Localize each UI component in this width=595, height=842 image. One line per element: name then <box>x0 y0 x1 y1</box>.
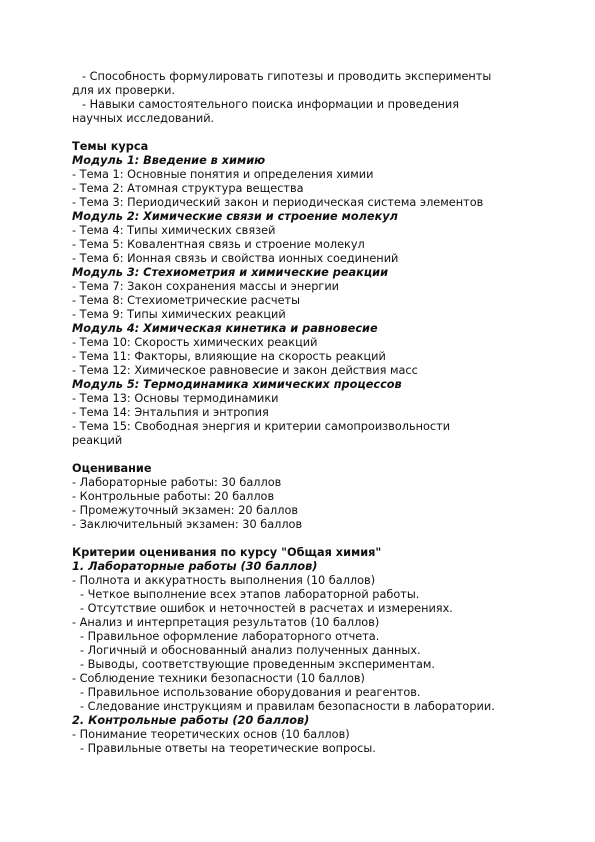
intro-line-1b: для их проверки. <box>72 84 176 97</box>
topic-item: - Тема 5: Ковалентная связь и строение молекул <box>72 238 365 251</box>
criteria-heading: Критерии оценивания по курсу "Общая химия" <box>72 546 382 559</box>
criteria-item: - Правильные ответы на теоретические вопросы. <box>80 742 376 755</box>
topic-item: - Тема 6: Ионная связь и свойства ионных соединений <box>72 252 399 265</box>
grading-item: - Заключительный экзамен: 30 баллов <box>72 518 303 531</box>
criteria-section-1-title: 1. Лабораторные работы (30 баллов) <box>72 560 318 573</box>
intro-line-2: - Навыки самостоятельного поиска информации и проведения <box>82 98 459 111</box>
criteria-item: - Правильное оформление лабораторного отчета. <box>80 630 380 643</box>
topic-item: - Тема 12: Химическое равновесие и закон действия масс <box>72 364 418 377</box>
topic-item-continuation: реакций <box>72 434 123 447</box>
criteria-item: - Выводы, соответствующие проведенным экспериментам. <box>80 658 435 671</box>
criteria-item: - Отсутствие ошибок и неточностей в расчетах и измерениях. <box>80 602 453 615</box>
grading-heading: Оценивание <box>72 462 152 475</box>
topic-item: - Тема 7: Закон сохранения массы и энергии <box>72 280 340 293</box>
intro-line-2b: научных исследований. <box>72 112 215 125</box>
module-4-title: Модуль 4: Химическая кинетика и равновесие <box>72 322 378 335</box>
spacer <box>72 448 532 462</box>
grading-item: - Лабораторные работы: 30 баллов <box>72 476 282 489</box>
spacer <box>72 126 532 140</box>
module-2-title: Модуль 2: Химические связи и строение молекул <box>72 210 398 223</box>
grading-item: - Контрольные работы: 20 баллов <box>72 490 275 503</box>
module-1-title: Модуль 1: Введение в химию <box>72 154 266 167</box>
topic-item: - Тема 15: Свободная энергия и критерии самопроизвольности <box>72 420 451 433</box>
criteria-item: - Следование инструкциям и правилам безопасности в лаборатории. <box>80 700 495 713</box>
criteria-item: - Четкое выполнение всех этапов лабораторной работы. <box>80 588 420 601</box>
topic-item: - Тема 1: Основные понятия и определения химии <box>72 168 374 181</box>
criteria-item: - Логичный и обоснованный анализ полученных данных. <box>80 644 421 657</box>
topic-item: - Тема 2: Атомная структура вещества <box>72 182 304 195</box>
topic-item: - Тема 13: Основы термодинамики <box>72 392 279 405</box>
topic-item: - Тема 4: Типы химических связей <box>72 224 276 237</box>
topic-item: - Тема 3: Периодический закон и периодическая система элементов <box>72 196 484 209</box>
document-page <box>72 70 532 756</box>
criteria-group-label: - Понимание теоретических основ (10 баллов) <box>72 728 350 741</box>
module-5-title: Модуль 5: Термодинамика химических процессов <box>72 378 402 391</box>
topic-item: - Тема 10: Скорость химических реакций <box>72 336 318 349</box>
grading-item: - Промежуточный экзамен: 20 баллов <box>72 504 299 517</box>
topics-heading: Темы курса <box>72 140 149 153</box>
topic-item: - Тема 11: Факторы, влияющие на скорость реакций <box>72 350 386 363</box>
topic-item: - Тема 14: Энтальпия и энтропия <box>72 406 269 419</box>
criteria-group-label: - Соблюдение техники безопасности (10 баллов) <box>72 672 365 685</box>
criteria-group-label: - Анализ и интерпретация результатов (10 баллов) <box>72 616 380 629</box>
spacer <box>72 532 532 546</box>
intro-line-1: - Способность формулировать гипотезы и проводить эксперименты <box>82 70 492 83</box>
module-3-title: Модуль 3: Стехиометрия и химические реакции <box>72 266 388 279</box>
criteria-item: - Правильное использование оборудования и реагентов. <box>80 686 421 699</box>
topic-item: - Тема 9: Типы химических реакций <box>72 308 286 321</box>
topic-item: - Тема 8: Стехиометрические расчеты <box>72 294 301 307</box>
criteria-group-label: - Полнота и аккуратность выполнения (10 баллов) <box>72 574 376 587</box>
criteria-section-2-title: 2. Контрольные работы (20 баллов) <box>72 714 310 727</box>
